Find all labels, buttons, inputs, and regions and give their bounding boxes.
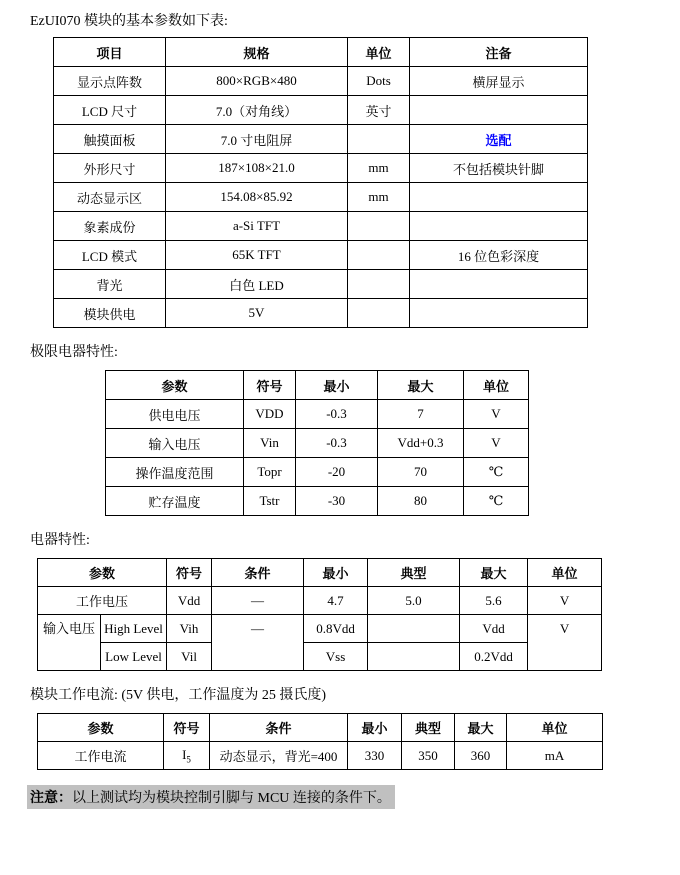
table-row (54, 154, 588, 183)
limit-section-heading: 极限电器特性: (30, 345, 118, 360)
column-header: 最大 (455, 714, 507, 742)
basic-params-table (53, 37, 588, 328)
column-header: 参数 (38, 559, 167, 587)
table-cell (348, 299, 410, 328)
table-cell: 187×108×21.0 (166, 154, 348, 183)
column-header: 参数 (106, 371, 244, 400)
table-cell: — (212, 587, 304, 615)
table-row (38, 615, 602, 643)
column-header: 规格 (166, 38, 348, 67)
column-header: 最小 (304, 559, 368, 587)
table-cell: 贮存温度 (106, 487, 244, 516)
column-header: 项目 (54, 38, 166, 67)
column-header: 最大 (378, 371, 464, 400)
column-header: 符号 (244, 371, 296, 400)
table-cell: VDD (244, 400, 296, 429)
table-cell: a-Si TFT (166, 212, 348, 241)
column-header: 典型 (368, 559, 460, 587)
table-cell: Vdd (167, 587, 212, 615)
table-cell: 显示点阵数 (54, 67, 166, 96)
column-header: 参数 (38, 714, 164, 742)
table-row (38, 643, 602, 671)
table-cell (348, 212, 410, 241)
table-cell: 65K TFT (166, 241, 348, 270)
table-cell: 4.7 (304, 587, 368, 615)
table-cell (348, 125, 410, 154)
table-cell: Dots (348, 67, 410, 96)
optional-badge-cell: 选配 (410, 125, 588, 154)
table-cell: -20 (296, 458, 378, 487)
table-cell: 80 (378, 487, 464, 516)
table-row (54, 183, 588, 212)
column-header: 最小 (348, 714, 402, 742)
table-cell (410, 96, 588, 125)
table-cell: 154.08×85.92 (166, 183, 348, 212)
table-cell: 5.6 (460, 587, 528, 615)
table-cell: 70 (378, 458, 464, 487)
table-cell: 7.0（对角线） (166, 96, 348, 125)
table-cell: mm (348, 154, 410, 183)
table-cell: 5.0 (368, 587, 460, 615)
table-cell: 360 (455, 742, 507, 770)
table-cell: V (528, 615, 602, 671)
column-header: 最大 (460, 559, 528, 587)
column-header: 符号 (164, 714, 210, 742)
operating-current-table (37, 713, 603, 770)
table-cell: Vil (167, 643, 212, 671)
table-cell: 16 位色彩深度 (410, 241, 588, 270)
table-cell: 0.8Vdd (304, 615, 368, 643)
table-cell: Tstr (244, 487, 296, 516)
table-cell: Vdd+0.3 (378, 429, 464, 458)
table-row (54, 212, 588, 241)
table-row (38, 742, 603, 770)
table-cell: mA (507, 742, 603, 770)
table-cell: 输入电压 (106, 429, 244, 458)
column-header: 单位 (464, 371, 529, 400)
table-cell: 工作电压 (38, 587, 167, 615)
table-row (54, 270, 588, 299)
table-cell (410, 270, 588, 299)
table-header-row (106, 371, 529, 400)
table-cell: Vdd (460, 615, 528, 643)
table-cell: 330 (348, 742, 402, 770)
table-cell (410, 299, 588, 328)
table-row (54, 125, 588, 154)
table-cell: 7.0 寸电阻屏 (166, 125, 348, 154)
table-row (38, 587, 602, 615)
table-cell: Vih (167, 615, 212, 643)
limit-characteristics-table (105, 370, 529, 516)
electrical-section-heading: 电器特性: (30, 533, 90, 548)
table-row (106, 487, 529, 516)
table-cell: 操作温度范围 (106, 458, 244, 487)
table-row (54, 241, 588, 270)
table-cell: 英寸 (348, 96, 410, 125)
table-cell: Vss (304, 643, 368, 671)
note-text: 以上测试均为模块控制引脚与 MCU 连接的条件下。 (72, 791, 391, 806)
table-cell: LCD 尺寸 (54, 96, 166, 125)
table-cell (368, 615, 460, 643)
table-cell: -0.3 (296, 429, 378, 458)
table-header-row (38, 559, 602, 587)
table-cell (410, 183, 588, 212)
table-cell: 工作电流 (38, 742, 164, 770)
table-cell: V (464, 400, 529, 429)
table-row (106, 400, 529, 429)
column-header: 单位 (507, 714, 603, 742)
symbol-subscript: 5 (186, 754, 191, 765)
table-row (54, 67, 588, 96)
table-cell: ℃ (464, 458, 529, 487)
column-header: 典型 (402, 714, 455, 742)
table-cell: LCD 模式 (54, 241, 166, 270)
table-row (106, 429, 529, 458)
table-row (106, 458, 529, 487)
table-cell: mm (348, 183, 410, 212)
table-row (54, 96, 588, 125)
page-title: EzUI070 模块的基本参数如下表: (30, 14, 228, 29)
column-header: 注备 (410, 38, 588, 67)
column-header: 单位 (528, 559, 602, 587)
table-row (54, 299, 588, 328)
table-cell: Topr (244, 458, 296, 487)
table-cell: 7 (378, 400, 464, 429)
table-cell: 动态显示区 (54, 183, 166, 212)
column-header: 最小 (296, 371, 378, 400)
table-cell: Low Level (101, 643, 167, 671)
table-header-row (54, 38, 588, 67)
table-cell: 动态显示，背光=400 (210, 742, 348, 770)
electrical-characteristics-table (37, 558, 602, 671)
table-header-row (38, 714, 603, 742)
table-cell: 5V (166, 299, 348, 328)
column-header: 单位 (348, 38, 410, 67)
table-cell: 横屏显示 (410, 67, 588, 96)
column-header: 符号 (167, 559, 212, 587)
table-cell (410, 212, 588, 241)
table-cell: 350 (402, 742, 455, 770)
symbol-base: I (182, 746, 187, 762)
table-cell (368, 643, 460, 671)
table-cell (348, 270, 410, 299)
table-cell: 触摸面板 (54, 125, 166, 154)
table-cell (348, 241, 410, 270)
table-cell: 输入电压 (38, 615, 101, 671)
table-cell: ℃ (464, 487, 529, 516)
table-cell: Vin (244, 429, 296, 458)
table-cell: -0.3 (296, 400, 378, 429)
table-cell: 背光 (54, 270, 166, 299)
column-header: 条件 (212, 559, 304, 587)
table-cell: 象素成份 (54, 212, 166, 241)
current-symbol-cell (164, 742, 210, 770)
column-header: 条件 (210, 714, 348, 742)
table-cell: 外形尺寸 (54, 154, 166, 183)
table-cell: V (464, 429, 529, 458)
table-cell: 0.2Vdd (460, 643, 528, 671)
table-cell: -30 (296, 487, 378, 516)
table-cell: High Level (101, 615, 167, 643)
table-cell: V (528, 587, 602, 615)
current-section-heading: 模块工作电流: (5V 供电，工作温度为 25 摄氏度) (30, 688, 327, 703)
table-cell: 供电电压 (106, 400, 244, 429)
table-cell: 不包括模块针脚 (410, 154, 588, 183)
note-banner (27, 785, 395, 809)
table-cell: 白色 LED (166, 270, 348, 299)
table-cell: 模块供电 (54, 299, 166, 328)
note-label: 注意： (30, 791, 72, 806)
table-cell: — (212, 615, 304, 671)
table-cell: 800×RGB×480 (166, 67, 348, 96)
